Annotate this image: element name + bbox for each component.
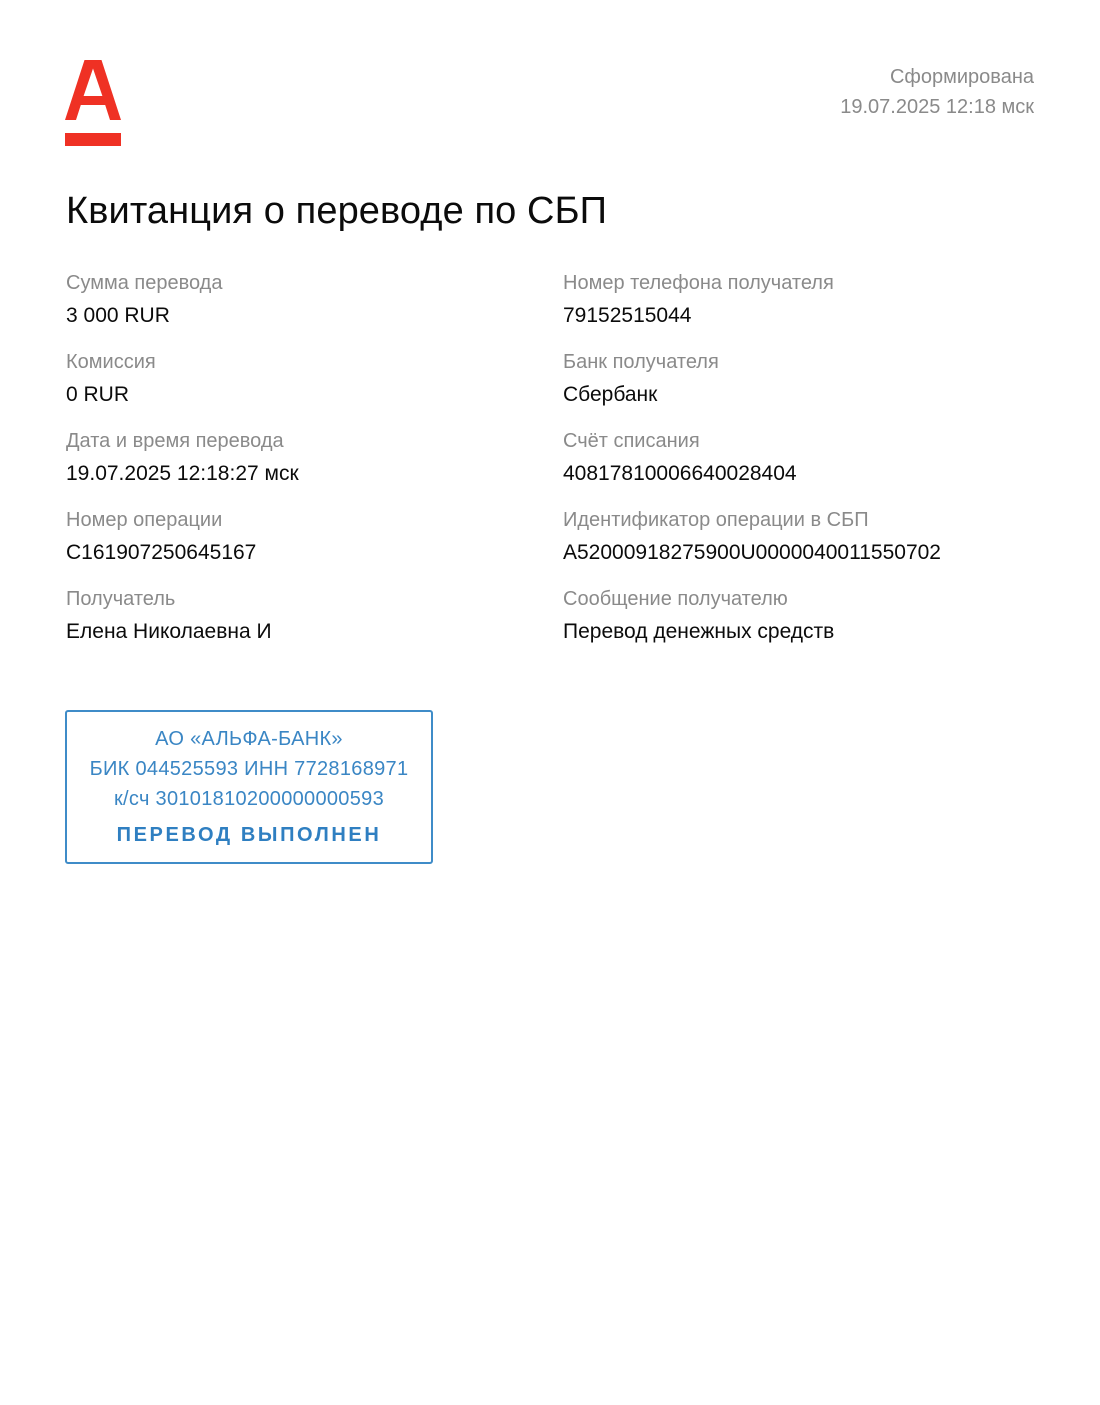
field-label: Идентификатор операции в СБП [563, 509, 869, 531]
field-label: Дата и время перевода [66, 430, 284, 452]
right-column [563, 268, 941, 663]
field-transfer-amount [66, 268, 299, 347]
field-recipient-bank [563, 347, 941, 426]
generated-datetime: 19.07.2025 12:18 мск [840, 96, 1034, 118]
field-commission [66, 347, 299, 426]
field-label: Сообщение получателю [563, 588, 788, 610]
field-sbp-operation-id [563, 505, 941, 584]
field-recipient [66, 584, 299, 663]
field-value: 19.07.2025 12:18:27 мск [66, 462, 299, 485]
field-label: Банк получателя [563, 351, 719, 373]
field-transfer-datetime [66, 426, 299, 505]
field-value: 3 000 RUR [66, 304, 170, 327]
field-value: C161907250645167 [66, 541, 257, 564]
stamp-bank-name: АО «АЛЬФА-БАНК» [155, 728, 343, 750]
field-value: 40817810006640028404 [563, 462, 797, 485]
field-value: Сбербанк [563, 383, 658, 406]
field-value: 0 RUR [66, 383, 130, 406]
stamp-bank-ids: БИК 044525593 ИНН 7728168971 [89, 758, 409, 780]
field-value: 79152515044 [563, 304, 692, 327]
alfa-bank-logo-icon [64, 60, 122, 148]
bank-stamp [65, 710, 433, 864]
field-recipient-message [563, 584, 941, 663]
field-label: Счёт списания [563, 430, 700, 452]
stamp-status: ПЕРЕВОД ВЫПОЛНЕН [116, 824, 382, 846]
generated-label: Сформирована [889, 66, 1034, 88]
field-value: Елена Николаевна И [66, 620, 272, 643]
field-debit-account [563, 426, 941, 505]
page-title: Квитанция о переводе по СБП [66, 190, 608, 232]
left-column [66, 268, 299, 663]
stamp-corr-account: к/сч 30101810200000000593 [113, 788, 385, 810]
field-value: Перевод денежных средств [563, 620, 835, 643]
field-label: Сумма перевода [66, 272, 223, 294]
generated-info [840, 62, 1034, 122]
field-label: Комиссия [66, 351, 156, 373]
field-label: Номер операции [66, 509, 223, 531]
field-value: A52000918275900U0000040011550702 [563, 541, 941, 564]
field-recipient-phone [563, 268, 941, 347]
field-label: Получатель [66, 588, 176, 610]
field-operation-number [66, 505, 299, 584]
field-label: Номер телефона получателя [563, 272, 834, 294]
